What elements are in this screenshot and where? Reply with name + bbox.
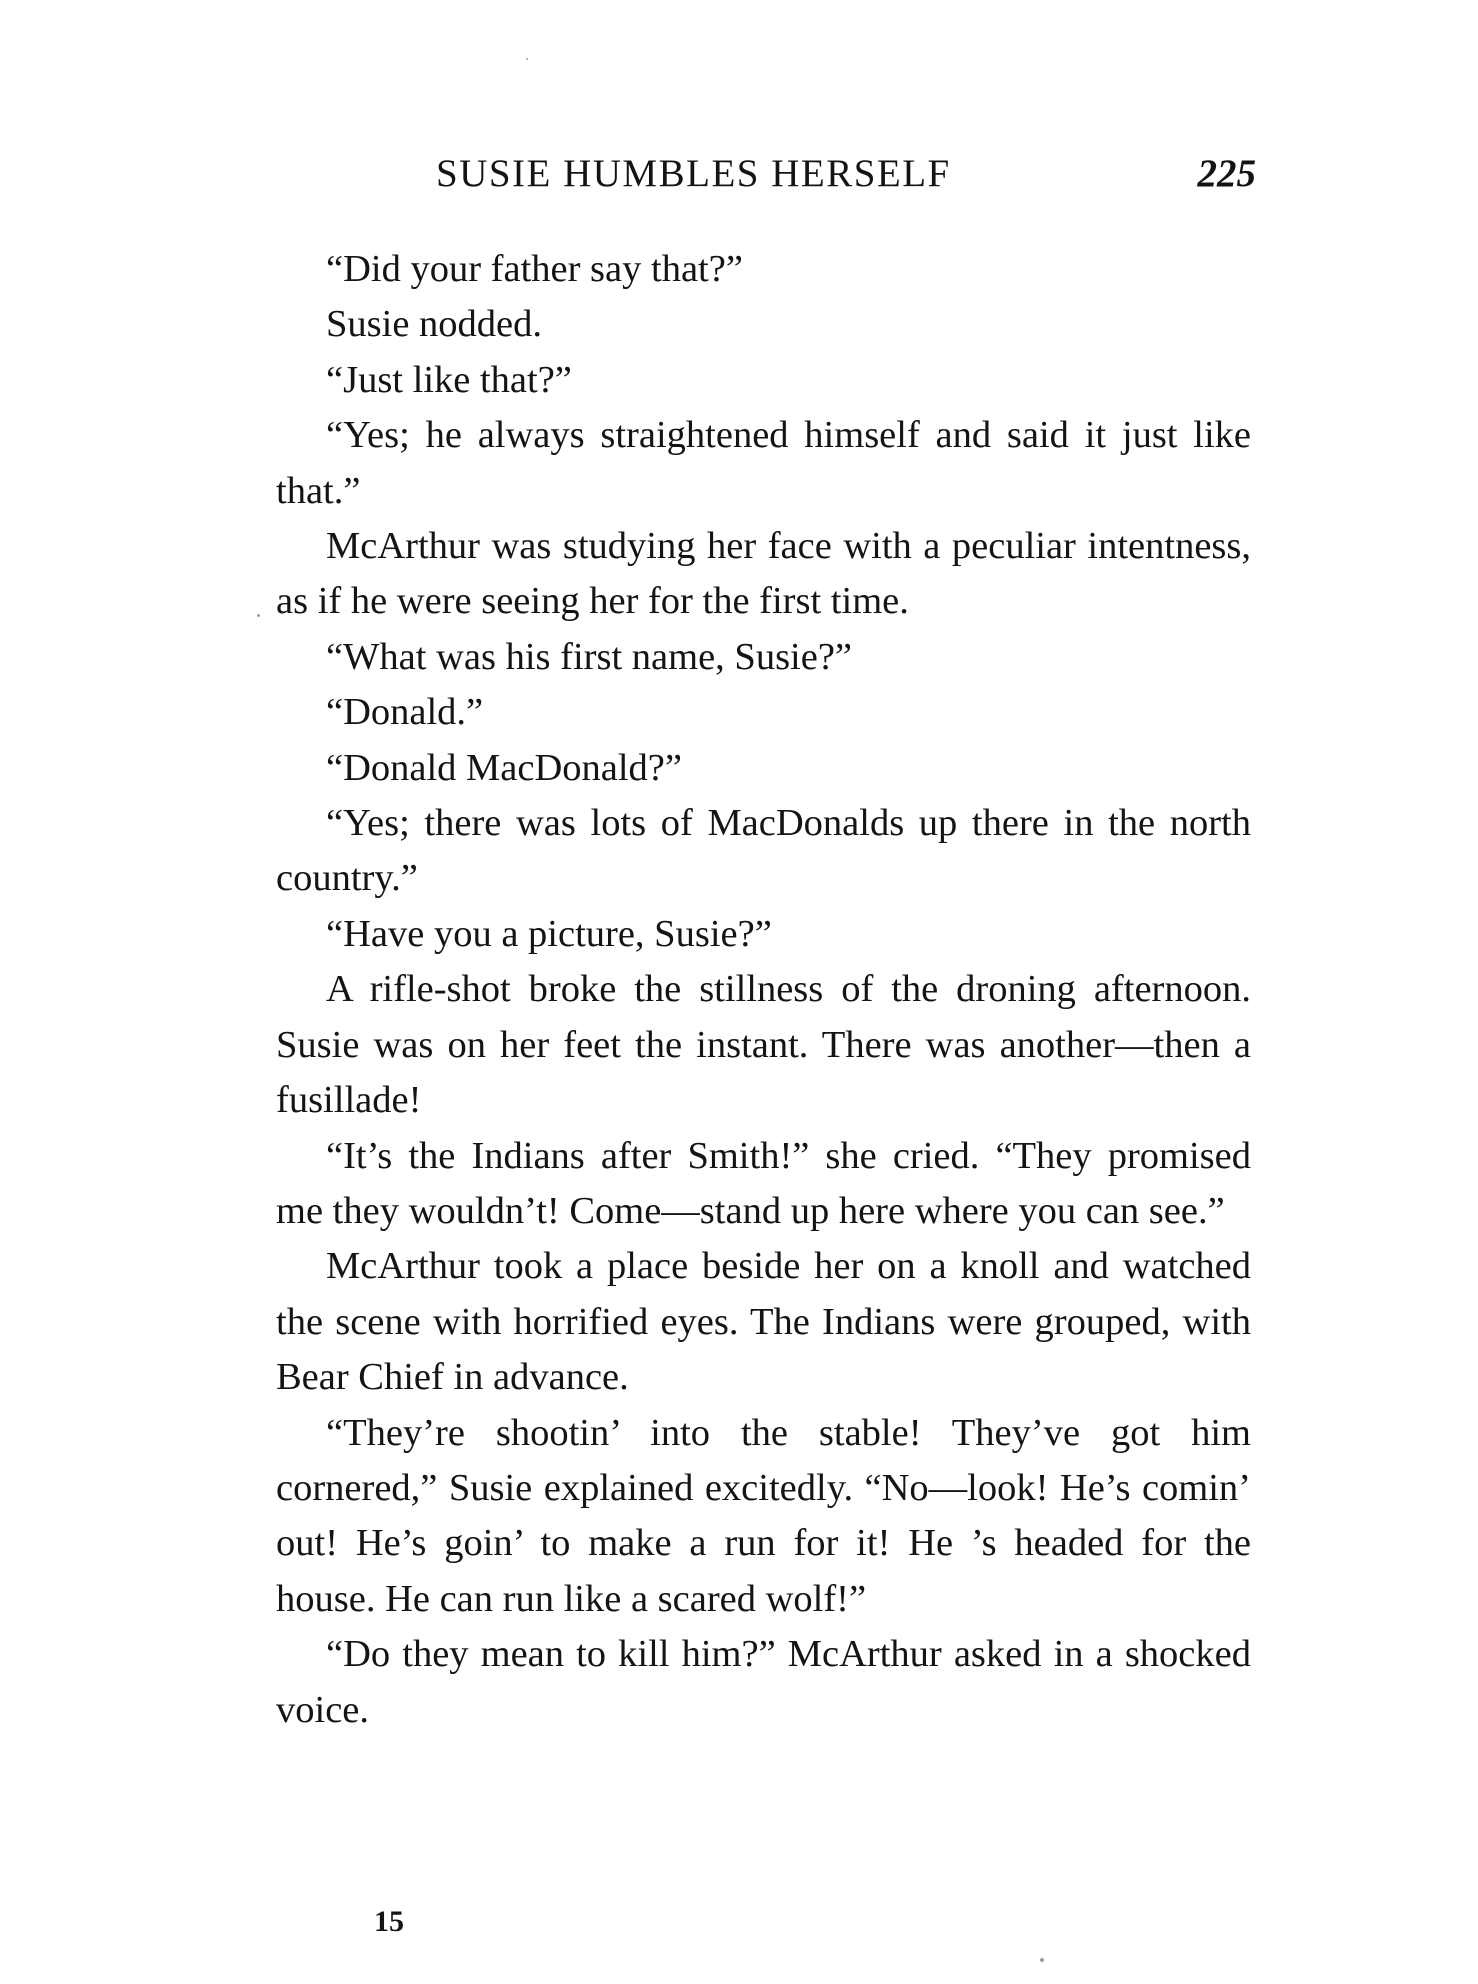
paragraph: A rifle-shot broke the stillness of the droning afternoon. Susie was on her feet the instant. There was another—then a fusillade! (276, 968, 1251, 1122)
paper-speck (526, 58, 528, 60)
paper-speck (1040, 1958, 1044, 1962)
paragraph: “Do they mean to kill him?” McArthur asked in a shocked voice. (276, 1633, 1251, 1731)
paragraph: “Just like that?” (326, 358, 572, 401)
paragraph: McArthur took a place beside her on a knoll and watched the scene with horrified eyes. The Indians were grouped, with Bear Chief in advance. (276, 1245, 1251, 1399)
signature-mark: 15 (374, 1905, 404, 1938)
paragraph: “Have you a picture, Susie?” (326, 912, 772, 955)
paragraph: “Donald MacDonald?” (326, 746, 682, 789)
page-number: 225 (1197, 152, 1256, 195)
paragraph: “Yes; there was lots of MacDonalds up there in the north country.” (276, 802, 1251, 900)
body-text (276, 242, 1251, 1738)
paragraph: “Did your father say that?” (326, 248, 743, 290)
paragraph: “Donald.” (326, 691, 484, 734)
running-title: SUSIE HUMBLES HERSELF (436, 152, 951, 195)
paragraph: McArthur was studying her face with a peculiar intentness, as if he were seeing her for the first time. (276, 525, 1251, 623)
paragraph: “It’s the Indians after Smith!” she cried. “They promised me they wouldn’t! Come—stand up here where you can see.” (276, 1134, 1251, 1232)
paragraph: “What was his first name, Susie?” (326, 635, 853, 678)
page-header (436, 144, 1256, 204)
paragraph: “They’re shootin’ into the stable! They’ve got him cornered,” Susie explained excitedly. “No—look! He’s comin’ out! He’s goin’ to make a run for it! He ’s headed for the house. He can run like a scared wolf!” (276, 1411, 1251, 1620)
paragraph: “Yes; he always straightened himself and said it just like that.” (276, 414, 1251, 512)
paragraph: Susie nodded. (326, 303, 543, 346)
paper-speck (257, 614, 260, 617)
